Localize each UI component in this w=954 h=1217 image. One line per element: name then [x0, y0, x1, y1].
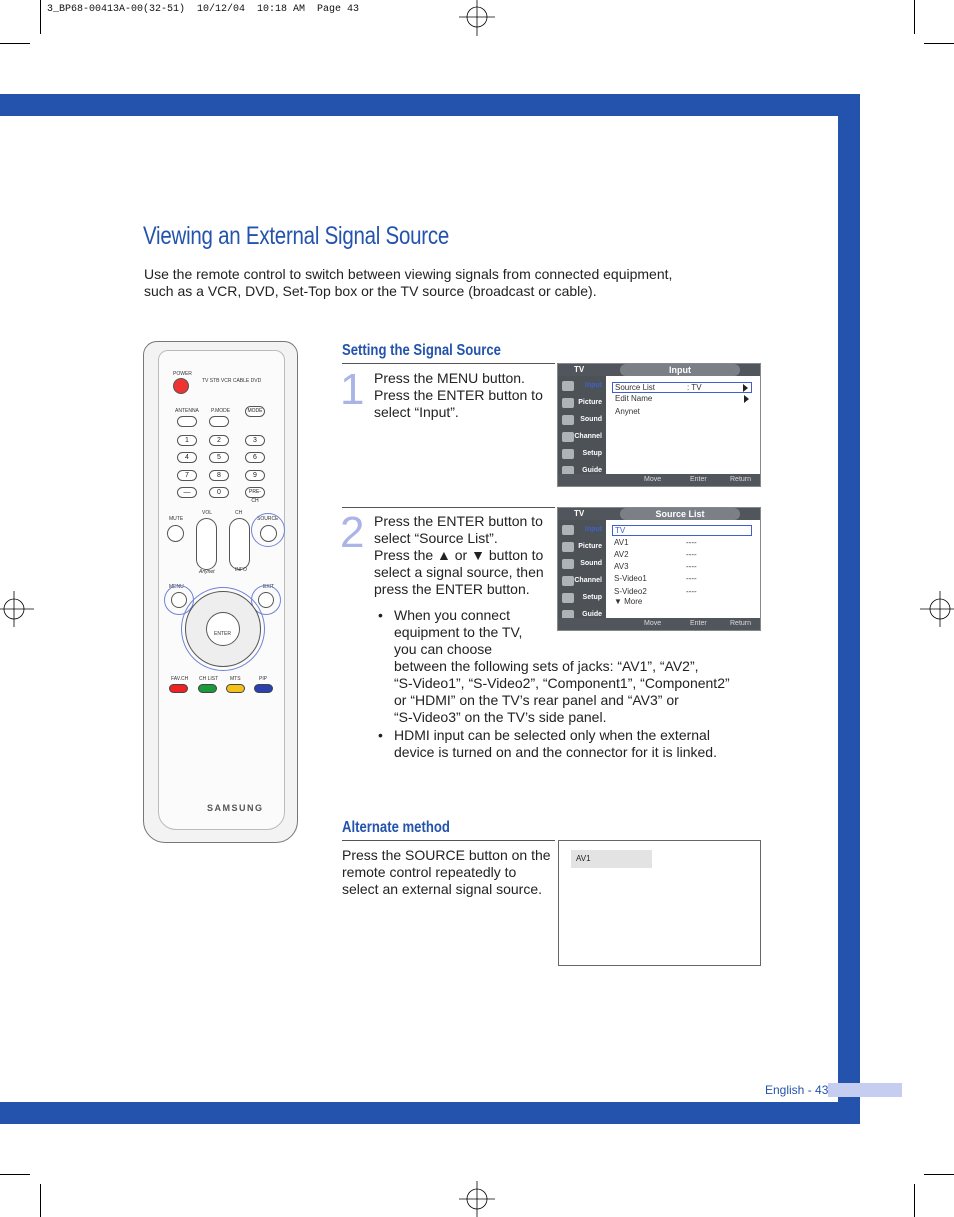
osd-title: Source List [620, 508, 740, 520]
osd-sidebar [558, 520, 606, 620]
intro-text [144, 266, 704, 300]
bullet-dot: • [378, 607, 383, 623]
osd-menu-label: Sound [580, 416, 602, 423]
osd-row-label: ▼ More [614, 597, 643, 606]
bullet-line: or “HDMI” on the TV’s rear panel and “AV3” or [394, 692, 679, 708]
red-button [169, 684, 188, 693]
pip-label: PIP [259, 676, 268, 682]
osd-menu-channel [560, 574, 604, 588]
exit-label: EXIT [263, 584, 275, 590]
info-label: INFO [235, 567, 247, 573]
ch-rocker [229, 518, 250, 570]
osd-input-screen [557, 363, 761, 487]
osd-menu-label: Input [584, 526, 602, 533]
registration-mark-icon [0, 591, 36, 627]
osd-row [612, 394, 752, 405]
anynet-label: Anynet [199, 569, 215, 575]
step-line: Press the SOURCE button on the [342, 847, 551, 863]
section-rule [342, 363, 555, 364]
osd-row-label: AV3 [614, 562, 629, 571]
alternate-method-text [342, 847, 552, 898]
osd-tv-label: TV [574, 365, 585, 374]
bottom-band [0, 1102, 860, 1124]
picture-icon [562, 398, 574, 408]
section-rule [342, 840, 555, 841]
osd-menu-label: Picture [578, 399, 602, 406]
osd-row [612, 407, 752, 418]
key-2: 2 [209, 435, 229, 446]
osd-menu-sound [560, 413, 604, 427]
crop-mark [924, 1174, 954, 1175]
osd-menu-label: Picture [578, 543, 602, 550]
osd-menu-channel [560, 430, 604, 444]
green-button [198, 684, 217, 693]
remote-face [158, 350, 285, 830]
osd-menu-picture [560, 540, 604, 554]
osd-menu-input [560, 523, 604, 537]
chlist-label: CH LIST [199, 676, 219, 682]
osd-row-label: TV [615, 526, 626, 535]
source-screen [558, 840, 761, 966]
key-0: 0 [209, 487, 229, 498]
favch-label: FAV.CH [171, 676, 189, 682]
osd-move: Move [644, 620, 662, 627]
bullet-line: device is turned on and the connector for it is linked. [394, 744, 717, 760]
crop-mark [924, 43, 954, 44]
osd-menu-input [560, 379, 604, 393]
bullet-line: “S-Video1”, “S-Video2”, “Component1”, “Component2” [394, 675, 730, 691]
osd-menu-setup [560, 447, 604, 461]
osd-row-label: Edit Name [615, 394, 653, 403]
osd-row [612, 550, 752, 561]
yellow-button [226, 684, 245, 693]
step-line: select “Source List”. [374, 530, 498, 546]
right-band [838, 94, 860, 1124]
osd-row-value: ---- [686, 562, 697, 571]
key-9: 9 [245, 470, 265, 481]
step-line: press the ENTER button. [374, 581, 530, 597]
source-label: SOURCE [257, 516, 279, 522]
osd-row-label: Source List [615, 383, 656, 392]
osd-menu-label: Sound [580, 560, 602, 567]
key-8: 8 [209, 470, 229, 481]
osd-row-value: ---- [686, 574, 697, 583]
setup-icon [562, 449, 574, 459]
top-band [0, 94, 860, 116]
step-line: Press the MENU button. [374, 370, 525, 386]
antenna-label: ANTENNA [175, 408, 199, 414]
ch-label: CH [235, 510, 243, 516]
osd-row-label: AV1 [614, 538, 629, 547]
picture-icon [562, 542, 574, 552]
osd-return: Return [730, 620, 752, 627]
osd-sidebar [558, 376, 606, 476]
bullet-line: you can choose [394, 641, 493, 657]
key-4: 4 [177, 452, 197, 463]
step-line: Press the ENTER button to [374, 387, 543, 403]
osd-menu-setup [560, 591, 604, 605]
remote-control [143, 341, 298, 843]
bullet-line: “S-Video3” on the TV’s side panel. [394, 709, 607, 725]
crop-mark [0, 43, 30, 44]
key-6: 6 [245, 452, 265, 463]
osd-menu-label: Guide [582, 611, 602, 618]
step-line: remote control repeatedly to [342, 864, 517, 880]
osd-return: Return [730, 476, 752, 483]
key-dash: — [177, 487, 197, 498]
osd-enter: Enter [690, 476, 707, 483]
footer-tab [828, 1083, 902, 1097]
osd-row-label: AV2 [614, 550, 629, 559]
power-button [173, 378, 189, 394]
page-title: Viewing an External Signal Source [143, 222, 450, 250]
step-number: 1 [340, 365, 365, 414]
registration-mark-icon [459, 1181, 495, 1217]
osd-menu-label: Guide [582, 467, 602, 474]
mode-labels: TV STB VCR CABLE DVD [202, 378, 262, 384]
arrow-right-icon [744, 395, 749, 403]
input-icon [562, 381, 574, 391]
bullet-line: When you connect [394, 607, 510, 623]
osd-menu-label: Channel [574, 577, 602, 584]
pmode-label: P.MODE [211, 408, 231, 414]
mts-label: MTS [230, 676, 241, 682]
print-header: 3_BP68-00413A-00(32-51) 10/12/04 10:18 AM Page 43 [47, 4, 360, 15]
osd-row [612, 562, 752, 573]
source-highlight [251, 513, 285, 547]
step-line: Press the ▲ or ▼ button to [374, 547, 544, 563]
crop-mark [914, 0, 915, 34]
osd-row-value: ---- [686, 587, 697, 596]
osd-row-label: S-Video1 [614, 574, 647, 583]
sound-icon [562, 415, 574, 425]
vol-rocker [196, 518, 217, 570]
sound-icon [562, 559, 574, 569]
source-label: AV1 [571, 850, 652, 868]
intro-line: Use the remote control to switch between viewing signals from connected equipment, [144, 266, 673, 282]
osd-row-value: : TV [687, 383, 702, 392]
crop-mark [40, 1184, 41, 1217]
step-line: select an external signal source. [342, 881, 542, 897]
osd-move: Move [644, 476, 662, 483]
osd-row-label: S-Video2 [614, 587, 647, 596]
section-heading: Alternate method [342, 819, 450, 836]
osd-menu-label: Setup [582, 450, 602, 457]
bullet-item [378, 727, 764, 761]
step-line: select a signal source, then [374, 564, 544, 580]
osd-menu-label: Channel [574, 433, 602, 440]
key-5: 5 [209, 452, 229, 463]
osd-tv-label: TV [574, 509, 585, 518]
channel-icon [562, 432, 574, 442]
step2-text [374, 513, 554, 598]
section-heading: Setting the Signal Source [342, 342, 501, 359]
osd-row [612, 525, 752, 536]
registration-mark-icon [918, 591, 954, 627]
osd-footer [558, 618, 760, 630]
key-3: 3 [245, 435, 265, 446]
menu-label: MENU [169, 584, 184, 590]
intro-line: such as a VCR, DVD, Set-Top box or the TV source (broadcast or cable). [144, 283, 597, 299]
page-number: English - 43 [765, 1083, 829, 1097]
mute-button [167, 525, 184, 542]
osd-row-value: ---- [686, 550, 697, 559]
enter-label: ENTER [214, 631, 231, 637]
input-icon [562, 525, 574, 535]
osd-row [612, 574, 752, 585]
osd-menu-picture [560, 396, 604, 410]
osd-source-list-screen [557, 507, 761, 631]
power-label: POWER [173, 371, 192, 377]
crop-mark [40, 0, 41, 34]
osd-menu-label: Setup [582, 594, 602, 601]
osd-row [612, 597, 752, 608]
bullet-line: between the following sets of jacks: “AV1”, “AV2”, [394, 658, 699, 674]
crop-mark [914, 1184, 915, 1217]
bullet-line: HDMI input can be selected only when the external [394, 727, 710, 743]
osd-menu-label: Input [584, 382, 602, 389]
blue-button [254, 684, 273, 693]
key-1: 1 [177, 435, 197, 446]
step-number: 2 [340, 508, 365, 557]
registration-mark-icon [459, 0, 495, 36]
osd-row [612, 538, 752, 549]
step-line: Press the ENTER button to [374, 513, 543, 529]
osd-row [612, 382, 752, 393]
samsung-logo: SAMSUNG [207, 803, 264, 813]
osd-row-label: Anynet [615, 407, 640, 416]
step1-text [374, 370, 554, 421]
section-rule [342, 507, 555, 508]
crop-mark [0, 1174, 30, 1175]
vol-label: VOL [202, 510, 213, 516]
osd-title: Input [620, 364, 740, 376]
osd-footer [558, 474, 760, 486]
bullet-line: equipment to the TV, [394, 624, 523, 640]
channel-icon [562, 576, 574, 586]
key-7: 7 [177, 470, 197, 481]
osd-menu-sound [560, 557, 604, 571]
enter-button [206, 612, 240, 646]
osd-row-value: ---- [686, 538, 697, 547]
antenna-button [177, 416, 197, 427]
mode-button: MODE [245, 406, 265, 417]
osd-enter: Enter [690, 620, 707, 627]
pmode-button [209, 416, 229, 427]
bullet-dot: • [378, 727, 383, 743]
mute-label: MUTE [169, 516, 184, 522]
step-line: select “Input”. [374, 404, 459, 420]
setup-icon [562, 593, 574, 603]
prech-button: PRE-CH [245, 487, 265, 498]
arrow-right-icon [743, 384, 748, 392]
